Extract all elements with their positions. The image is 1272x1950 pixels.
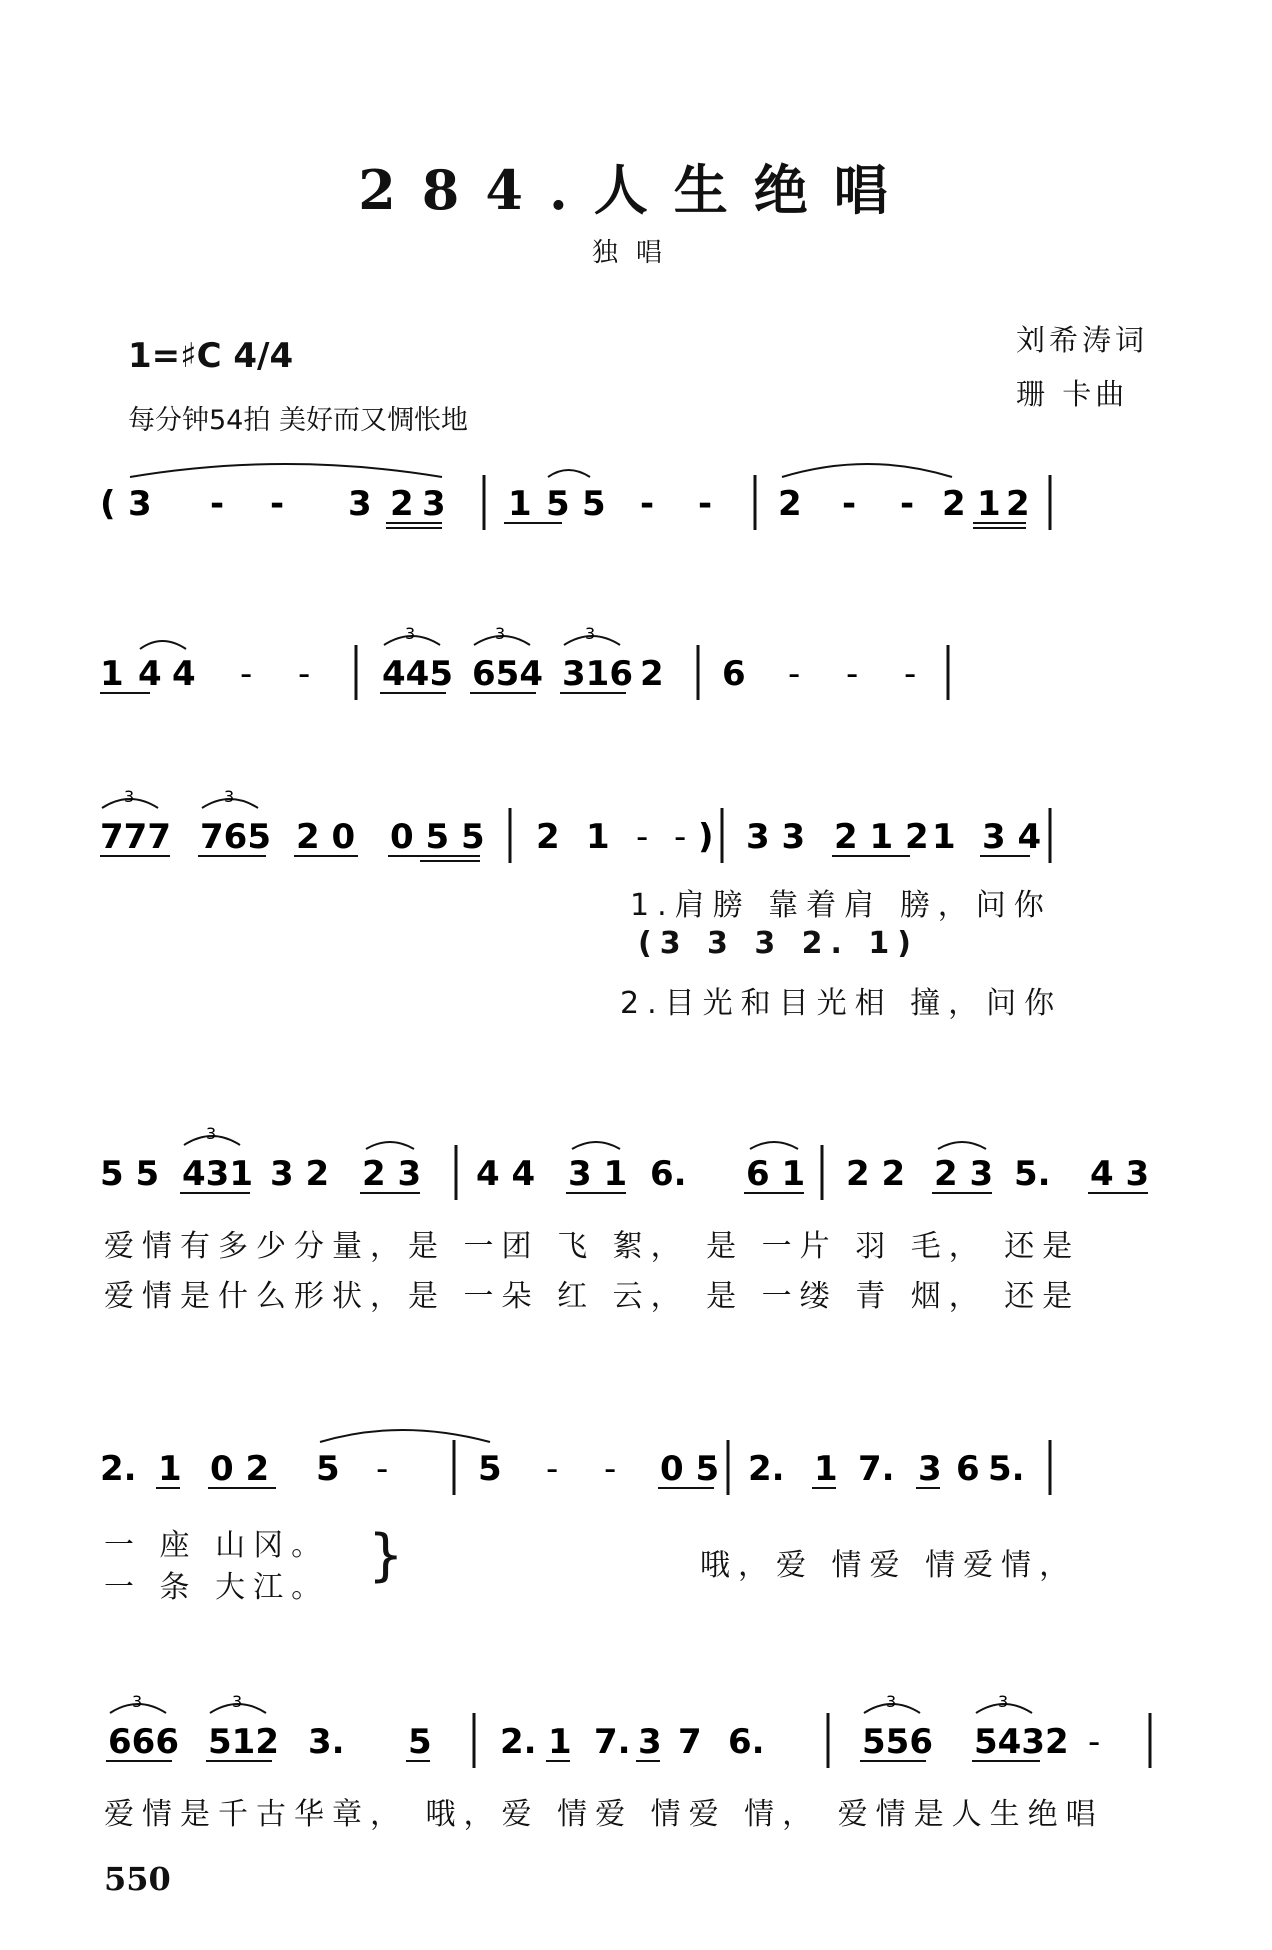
svg-text:2: 2 (942, 484, 966, 524)
svg-text:654: 654 (472, 654, 543, 694)
svg-text:-: - (846, 654, 859, 694)
svg-text:-: - (210, 484, 225, 524)
svg-text:-: - (1088, 1722, 1101, 1762)
tempo-marking: 每分钟54拍 美好而又惆怅地 (128, 405, 468, 436)
svg-text:1: 1 (586, 817, 610, 857)
svg-text:2 3: 2 3 (934, 1154, 994, 1194)
svg-text:3 4: 3 4 (982, 817, 1042, 857)
staff-5 (100, 1420, 1190, 1605)
svg-text:-: - (698, 484, 713, 524)
svg-text:3: 3 (405, 625, 416, 643)
svg-text:-: - (604, 1449, 617, 1489)
lyric-line-v1: 1.肩膀 靠着肩 膀，问你 (630, 888, 1052, 923)
svg-text:-: - (270, 484, 285, 524)
svg-text:316: 316 (562, 654, 633, 694)
svg-text:5: 5 (478, 1449, 502, 1489)
svg-text:1: 1 (508, 484, 532, 524)
svg-text:2: 2 (1006, 484, 1030, 524)
svg-text:3: 3 (585, 625, 596, 643)
svg-text:-: - (298, 654, 311, 694)
svg-text:5: 5 (546, 484, 570, 524)
svg-text:3: 3 (206, 1125, 217, 1143)
staff-4-notes (100, 1125, 1190, 1215)
lyric-line-v1: 一 座 山冈。 (104, 1528, 330, 1563)
staff-1-notes (100, 455, 1190, 545)
svg-text:0 5: 0 5 (660, 1449, 720, 1489)
svg-text:2: 2 (390, 484, 414, 524)
svg-text:4: 4 (138, 654, 162, 694)
svg-text:6 1: 6 1 (746, 1154, 806, 1194)
svg-text:3: 3 (495, 625, 506, 643)
svg-text:2: 2 (640, 654, 664, 694)
lyricist-credit: 刘希涛词 (1016, 323, 1149, 357)
svg-text:2 3: 2 3 (362, 1154, 422, 1194)
svg-text:(: ( (100, 484, 116, 524)
svg-text:2: 2 (778, 484, 802, 524)
svg-text:-: - (788, 654, 801, 694)
svg-text:765: 765 (200, 817, 271, 857)
alt-notation: (3 3 3 2. 1) (638, 926, 919, 961)
svg-text:3: 3 (918, 1449, 942, 1489)
staff-6-notes (100, 1693, 1190, 1783)
svg-text:-: - (842, 484, 857, 524)
svg-text:5: 5 (582, 484, 606, 524)
svg-text:3: 3 (422, 484, 446, 524)
svg-text:1: 1 (814, 1449, 838, 1489)
svg-text:-: - (900, 484, 915, 524)
svg-text:3: 3 (348, 484, 372, 524)
svg-text:3 1: 3 1 (568, 1154, 628, 1194)
key-signature: 1=♯C 4/4 (128, 336, 294, 376)
svg-text:7.: 7. (594, 1722, 631, 1762)
svg-text:-: - (674, 817, 687, 857)
svg-text:445: 445 (382, 654, 453, 694)
svg-text:0 2: 0 2 (210, 1449, 270, 1489)
svg-text:-: - (636, 817, 649, 857)
svg-text:3: 3 (998, 1693, 1009, 1711)
svg-text:-: - (240, 654, 253, 694)
svg-text:4: 4 (172, 654, 196, 694)
song-title: 284.人生绝唱 (358, 158, 914, 222)
svg-text:3: 3 (124, 788, 135, 806)
svg-text:5 5: 5 5 (100, 1154, 160, 1194)
svg-text:5.: 5. (1014, 1154, 1051, 1194)
staff-4 (100, 1125, 1190, 1314)
svg-text:3: 3 (232, 1693, 243, 1711)
svg-text:3: 3 (638, 1722, 662, 1762)
svg-text:-: - (376, 1449, 389, 1489)
svg-text:3: 3 (886, 1693, 897, 1711)
svg-text:556: 556 (862, 1722, 933, 1762)
svg-text:0 5 5: 0 5 5 (390, 817, 485, 857)
svg-text:3: 3 (224, 788, 235, 806)
lyric-line-v2: 2.目光和目光相 撞，问你 (620, 986, 1063, 1021)
svg-text:2 0: 2 0 (296, 817, 356, 857)
svg-text:3: 3 (128, 484, 152, 524)
svg-text:6: 6 (722, 654, 746, 694)
svg-text:5.: 5. (988, 1449, 1025, 1489)
staff-6 (100, 1693, 1190, 1832)
svg-text:2.: 2. (100, 1449, 137, 1489)
lyric-line-v1: 爱情是千古华章， 哦，爱 情爱 情爱 情， 爱情是人生绝唱 (104, 1797, 1104, 1832)
lyric-line-v2: 爱情是什么形状，是 一朵 红 云， 是 一缕 青 烟， 还是 (104, 1279, 1081, 1314)
composer-credit: 珊 卡曲 (1016, 377, 1129, 411)
page-number: 550 (104, 1860, 171, 1898)
svg-text:2: 2 (536, 817, 560, 857)
lyric-line-v2: 一 条 大江。 (104, 1570, 330, 1605)
svg-text:6.: 6. (728, 1722, 765, 1762)
svg-text:6.: 6. (650, 1154, 687, 1194)
svg-text:3 3: 3 3 (746, 817, 806, 857)
svg-text:1: 1 (158, 1449, 182, 1489)
svg-text:777: 777 (100, 817, 171, 857)
svg-text:7: 7 (678, 1722, 702, 1762)
svg-text:1: 1 (932, 817, 956, 857)
svg-text:1: 1 (977, 484, 1001, 524)
svg-text:1: 1 (100, 654, 124, 694)
svg-text:5: 5 (316, 1449, 340, 1489)
staff-2-notes (100, 625, 1190, 715)
svg-text:5: 5 (408, 1722, 432, 1762)
svg-text:2.: 2. (500, 1722, 537, 1762)
staff-1 (100, 455, 1190, 545)
svg-text:6: 6 (956, 1449, 980, 1489)
verse-brace: } (368, 1523, 404, 1588)
svg-text:): ) (698, 817, 714, 857)
svg-text:2 1 2: 2 1 2 (834, 817, 929, 857)
svg-text:2 2: 2 2 (846, 1154, 906, 1194)
staff-3 (100, 788, 1190, 1021)
svg-text:7.: 7. (858, 1449, 895, 1489)
lyric-line-chorus: 哦，爱 情爱 情爱情， (700, 1548, 1078, 1583)
svg-text:3 2: 3 2 (270, 1154, 330, 1194)
svg-text:-: - (546, 1449, 559, 1489)
svg-text:-: - (640, 484, 655, 524)
song-subtitle: 独唱 (591, 238, 680, 268)
svg-text:5432: 5432 (974, 1722, 1069, 1762)
svg-text:4 4: 4 4 (476, 1154, 536, 1194)
svg-text:3.: 3. (308, 1722, 345, 1762)
svg-text:666: 666 (108, 1722, 179, 1762)
svg-text:2.: 2. (748, 1449, 785, 1489)
svg-text:512: 512 (208, 1722, 279, 1762)
svg-text:1: 1 (548, 1722, 572, 1762)
svg-text:-: - (904, 654, 917, 694)
staff-2 (100, 625, 1190, 715)
staff-3-notes (100, 788, 1190, 878)
svg-text:3: 3 (132, 1693, 143, 1711)
svg-text:431: 431 (182, 1154, 253, 1194)
lyric-line-v1: 爱情有多少分量，是 一团 飞 絮， 是 一片 羽 毛， 还是 (104, 1229, 1081, 1264)
svg-text:4 3: 4 3 (1090, 1154, 1150, 1194)
staff-5-notes (100, 1420, 1190, 1510)
